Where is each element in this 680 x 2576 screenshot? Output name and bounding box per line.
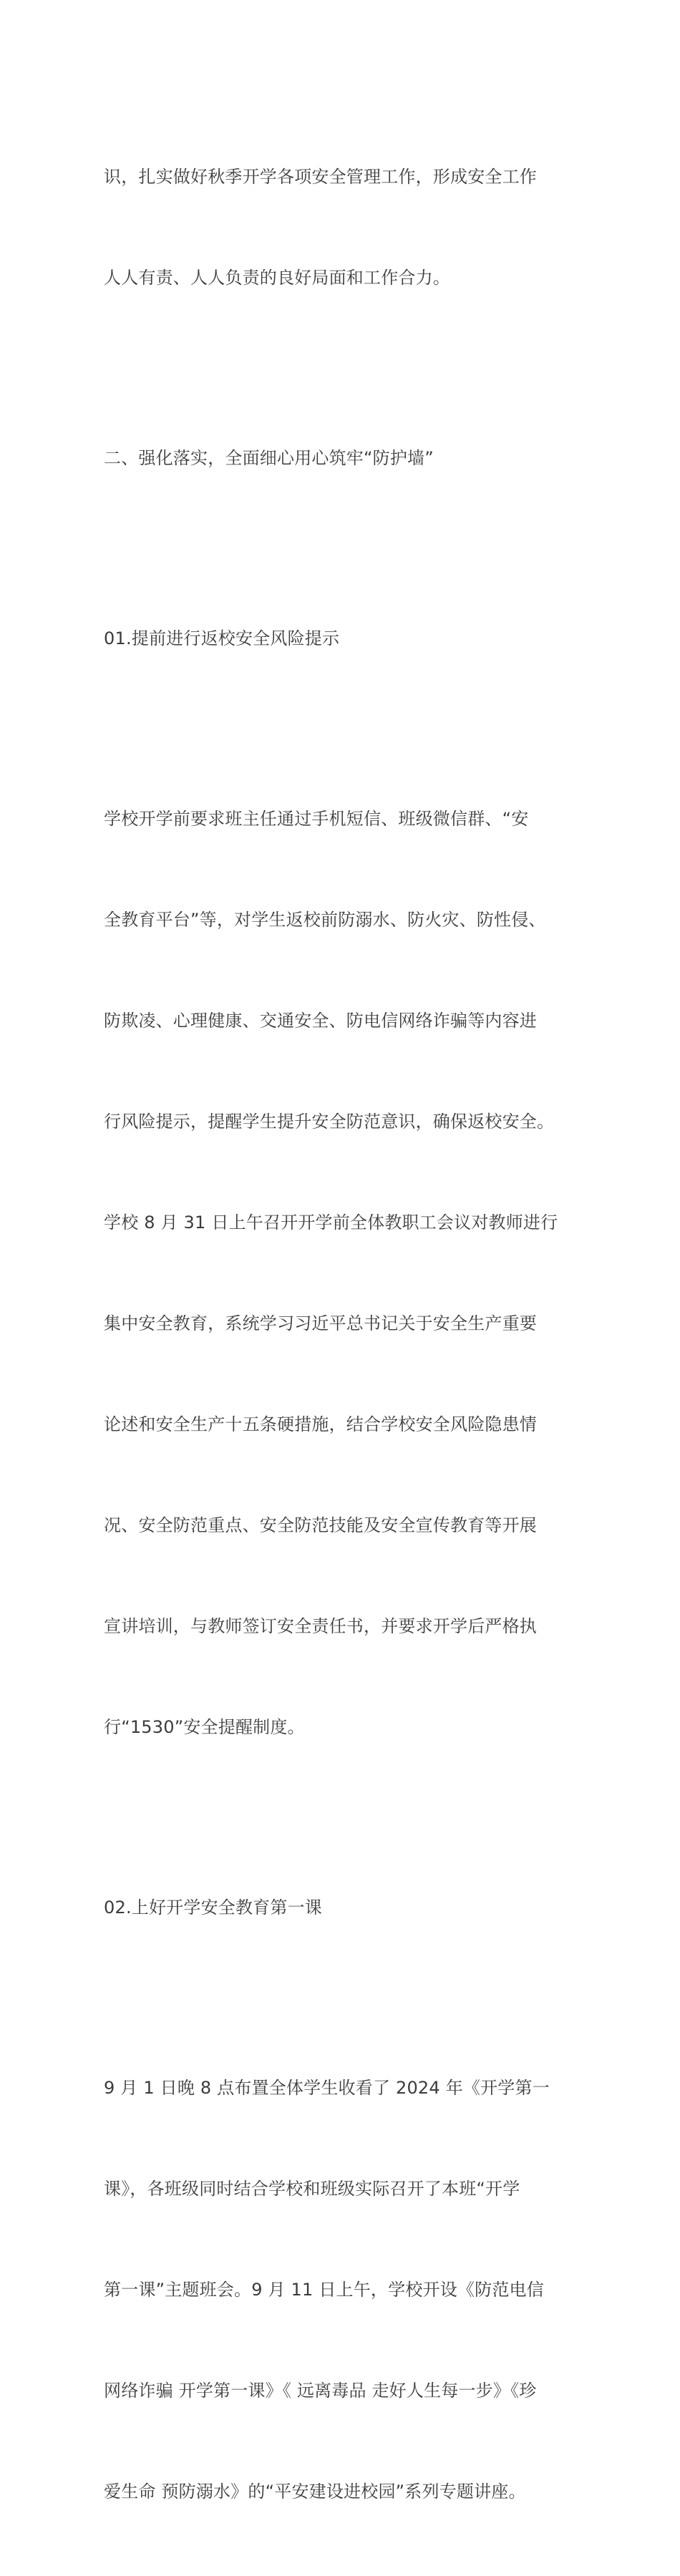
text-line: 论述和安全生产十五条硬措施，结合学校安全风险隐患情 — [104, 1414, 537, 1434]
text-line: 学校 8 月 31 日上午召开开学前全体教职工会议对教师进行 — [104, 1212, 558, 1233]
text-line: 行风险提示，提醒学生提升安全防范意识，确保返校安全。 — [104, 1112, 555, 1132]
text-line: 人人有责、人人负责的良好局面和工作合力。 — [104, 268, 450, 288]
subsection-heading-01 — [104, 555, 580, 723]
text-line: 况、安全防范重点、安全防范技能及安全宣传教育等开展 — [104, 1515, 537, 1535]
text-line: 二、强化落实，全面细心用心筑牢“防护墙” — [104, 448, 434, 468]
text-line: 9 月 1 日晚 8 点布置全体学生收看了 2024 年《开学第一 — [104, 2078, 550, 2098]
text-line: 爱生命 预防溺水》的“平安建设进校园”系列专题讲座。 — [104, 2482, 526, 2502]
paragraph-first-lesson — [104, 2004, 580, 2576]
text-line: 全教育平台”等，对学生返校前防溺水、防火灾、防性侵、 — [104, 910, 546, 930]
text-line: 学校开学前要求班主任通过手机短信、班级微信群、“安 — [104, 809, 529, 829]
paragraph-intro — [104, 93, 580, 362]
text-line: 课》，各班级同时结合学校和班级实际召开了本班“开学 — [104, 2179, 520, 2199]
text-line: 01.提前进行返校安全风险提示 — [104, 628, 340, 648]
text-line: 防欺凌、心理健康、交通安全、防电信网络诈骗等内容进 — [104, 1011, 537, 1031]
text-line: 宣讲培训，与教师签订安全责任书，并要求开学后严格执 — [104, 1616, 537, 1636]
text-line: 识，扎实做好秋季开学各项安全管理工作，形成安全工作 — [104, 167, 537, 187]
text-line: 行“1530”安全提醒制度。 — [104, 1717, 305, 1737]
section-heading — [104, 374, 580, 543]
text-line: 集中安全教育，系统学习习近平总书记关于安全生产重要 — [104, 1313, 537, 1333]
paragraph-risk-reminder — [104, 735, 580, 1812]
text-line: 02.上好开学安全教育第一课 — [104, 1897, 322, 1918]
text-line: 网络诈骗 开学第一课》《 远离毒品 走好人生每一步》《珍 — [104, 2381, 537, 2401]
document-body — [104, 93, 580, 2576]
text-line: 第一课”主题班会。9 月 11 日上午，学校开设《防范电信 — [104, 2280, 544, 2300]
subsection-heading-02 — [104, 1824, 580, 1992]
